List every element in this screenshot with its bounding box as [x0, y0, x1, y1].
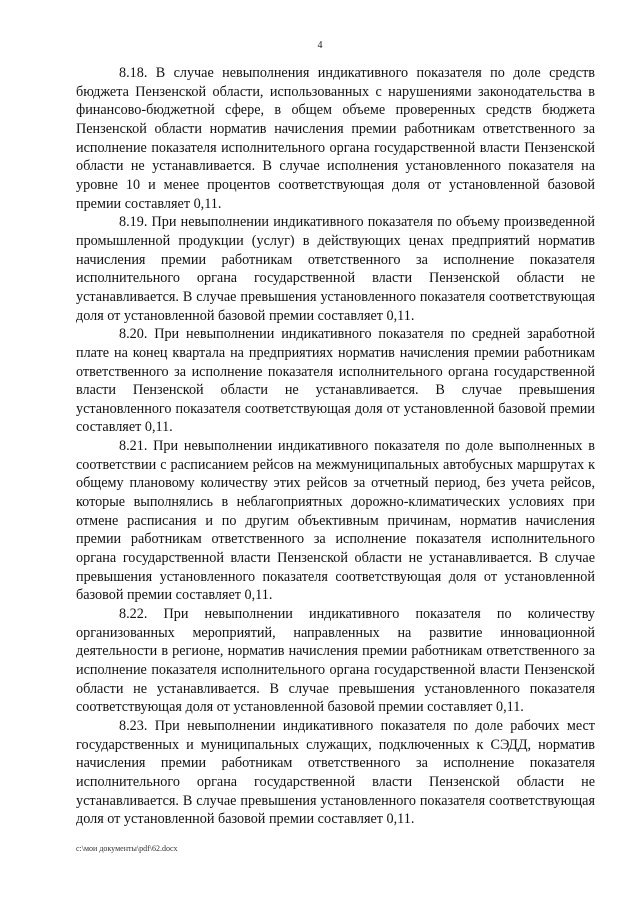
paragraph-8-20: 8.20. При невыполнении индикативного показателя по средней заработной плате на конец квартала на предприятиях норматив начисления премии работникам ответственного за исполнение показателя исполнительного органа государственной власти Пензенской области не устанавливается. В случае превышения установленного показателя соответствующая доля от установленной базовой премии составляет 0,11.: [76, 326, 595, 436]
document-body: [76, 64, 595, 829]
paragraph-8-18: 8.18. В случае невыполнения индикативного показателя по доле средств бюджета Пензенской области, использованных с нарушениями законодательства в финансово-бюджетной сфере, в общем объеме проверенных средств бюджета Пензенской области норматив начисления премии работникам ответственного за исполнение показателя исполнительного органа государственной власти Пензенской области не устанавливается. В случае исполнения установленного показателя на уровне 10 и менее процентов соответствующая доля от установленной базовой премии составляет 0,11.: [76, 65, 595, 212]
page-number: 4: [317, 40, 323, 51]
footer-file-path: c:\мои документы\pdf\62.docx: [76, 844, 178, 853]
paragraph-8-22: 8.22. При невыполнении индикативного показателя по количеству организованных мероприятий, направленных на развитие инновационной деятельности в регионе, норматив начисления премии работникам ответственного за исполнение показателя исполнительного органа государственной власти Пензенской области не устанавливается. В случае превышения установленного показателя соответствующая доля от установленной базовой премии составляет 0,11.: [76, 606, 595, 716]
paragraph-8-21: 8.21. При невыполнении индикативного показателя по доле выполненных в соответствии с расписанием рейсов на межмуниципальных автобусных маршрутах к общему плановому количеству этих рейсов за отчетный период, без учета рейсов, которые выполнялись в неблагоприятных дорожно-климатических условиях при отмене расписания и по другим объективным причинам, норматив начисления премии работникам ответственного за исполнение показателя исполнительного органа государственной власти Пензенской области не устанавливается. В случае превышения установленного показателя соответствующая доля от установленной базовой премии составляет 0,11.: [76, 438, 595, 604]
paragraph-8-23: 8.23. При невыполнении индикативного показателя по доле рабочих мест государственных и муниципальных служащих, подключенных к СЭДД, норматив начисления премии работникам ответственного за исполнение показателя исполнительного органа государственной власти Пензенской области не устанавливается. В случае превышения установленного показателя соответствующая доля от установленной базовой премии составляет 0,11.: [76, 717, 595, 828]
paragraph-8-19: 8.19. При невыполнении индикативного показателя по объему произведенной промышленной продукции (услуг) в действующих ценах предприятий норматив начисления премии работникам ответственного за исполнение показателя исполнительного органа государственной власти Пензенской области не устанавливается. В случае превышения установленного показателя соответствующая доля от установленной базовой премии составляет 0,11.: [76, 214, 595, 324]
